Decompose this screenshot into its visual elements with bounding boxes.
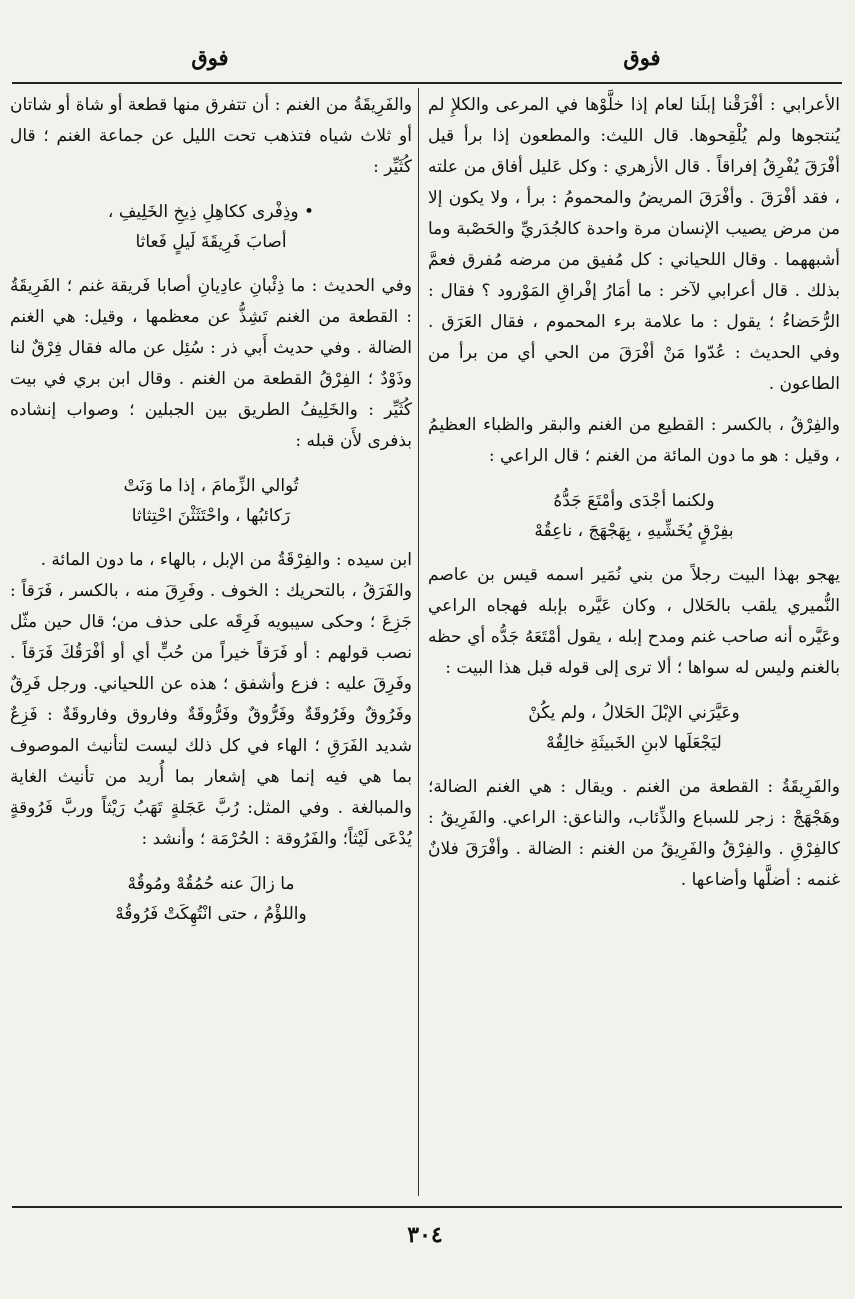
left-verse-3: [10, 869, 412, 929]
right-paragraph-3: يهجو بهذا البيت رجلاً من بني نُمَير اسمه قيس بن عاصم النُّميري يلقب بالحَلال ، وكان عَيَّره بإبله فهجاه الراعي وعَيَّره أنه صاحب غنم ومدح إبله ، يقول أمْتَعَهُ جَدُّه أي حظه بالغنم وليس له سواها ؛ ألا ترى إلى قوله قبل هذا البيت :: [428, 565, 840, 678]
verse-line: ما زالَ عنه حُمُقُهْ ومُوقُهْ: [127, 874, 295, 894]
verse-line: • وذِفْرى ككاهِلِ ذِيخِ الخَلِيفِ ،: [107, 202, 315, 222]
right-paragraph-4: والفَرِيقَةُ : القطعة من الغنم . ويقال : هي الغنم الضالة؛ وهَجْهَجْ : زجر للسباع والذِّئاب، والناعق: الراعي. والفَرِيقُ : كالفِرْقِ . والفِرْقُ والفَرِيقُ من الغنم : الضالة . وأفْرَقَ فلانٌ غنمه : أضلَّها وأضاعها .: [428, 777, 840, 890]
verse-line: بفِرْقٍ يُخَشِّيهِ ، بِهَجْهَجَ ، ناعِقُهْ: [534, 521, 734, 541]
right-paragraph-2: والفِرْقُ ، بالكسر : القطيع من الغنم والبقر والظباء العظيمُ ، وقيل : هو ما دون المائة من الغنم ؛ قال الراعي :: [428, 415, 840, 466]
right-verse-2: [428, 698, 840, 758]
verse-line: أصابَ فَرِيقَةَ لَيلٍ فَعاثا: [135, 232, 287, 252]
left-header-word: فوق: [191, 45, 229, 70]
verse-line: وعَيَّرَني الإبْلَ الحَلالُ ، ولم يكُنْ: [528, 703, 740, 723]
left-paragraph-4: والفَرَقُ ، بالتحريك : الخوف . وفَرِقَ منه ، بالكسر ، فَرَقاً : جَزِعَ ؛ وحكى سيبويه فَرِقَه على حذف من؛ قال حين مثّل نصب قولهم : أو فَرَقاً خيراً من حُبٍّ أي أو أفْرَقُكَ فَرَقاً . وفَرِقَ عليه : فزع وأشفق ؛ هذه عن اللحياني. ورجل فَرِقٌ وفَرُوقٌ وفَرُوقَةٌ وفَرُّوقٌ وفَرُّوقَةٌ وفاروق وفاروقَةٌ : فَزِعٌ شديد الفَرَقِ ؛ الهاء في كل ذلك ليست لتأنيث الموصوف بما هي فيه إنما هي إشعار بما أُريد من تأنيث الغاية والمبالغة . وفي المثل: رُبَّ عَجَلةٍ تَهَبُ رَيْثاً وربَّ فَرُوقةٍ يُدْعَى لَيْثاً؛ والفَرُوقة : الحُرْمَة ؛ وأنشد :: [10, 581, 413, 849]
left-paragraph-1: والفَرِيقَةُ من الغنم : أن تتفرق منها قطعة أو شاة أو شاتان أو ثلاث شياه فتذهب تحت الليل عن جماعة الغنم ؛ قال كُثَيِّر :: [10, 95, 412, 177]
left-paragraph-2: وفي الحديث : ما ذِئْبانِ عادِيانِ أصابا فَريقة غنم ؛ الفَرِيقَةُ : القطعة من الغنم تَشِذُّ عن معظمها ، وقيل: هي الغنم الضالة . وفي حديث أَبي ذر : سُئِل عن ماله فقال فِرْقٌ لنا وذَوْدٌ ؛ الفِرْقُ القطعة من الغنم . وقال ابن بري في بيت كُثَيِّر : والخَلِيفُ الطريق بين الجبلين ؛ وصواب إنشاده بذفرى لأَن قبله :: [10, 276, 412, 451]
verse-line: تُوالي الزِّمامَ ، إذا ما وَنَتْ: [123, 476, 299, 496]
page-number: ٣٠٤: [407, 1222, 443, 1248]
column-divider: [418, 88, 419, 1196]
verse-line: رَكائبُها ، واحْتَثَثْنَ احْتِثاثا: [131, 506, 291, 526]
left-verse-1: [10, 197, 412, 257]
right-verse-1: [428, 486, 840, 546]
right-header-word: فوق: [623, 45, 661, 70]
header-rule: [12, 82, 842, 84]
verse-line: ولكنما أجْدَى وأمْتَعَ جَدُّهُ: [553, 491, 715, 511]
right-column: [428, 90, 840, 896]
footer-rule: [12, 1206, 842, 1208]
right-paragraph-1: الأعرابي : أفْرَقْنا إبلَنا لعام إذا خلَّوْها في المرعى والكلإِ لم يُنتجوها ولم يُلْقِحوها. قال الليث: والمطعون إذا برأ قيل أفْرَقَ يُفْرِقُ إفراقاً . قال الأزهري : وكل عَليل أفاق من علته ، فقد أفْرَقَ . وأفْرَقَ المريضُ والمحمومُ : برأ ، ولا يكون إلا من مرض يصيب الإنسان مرة واحدة كالجُدَريِّ والحَصْبة وما أشبههما . وقال اللحياني : كل مُفيق من مرضه مُفرق فعمَّ بذلك . قال أعرابي لآخر : ما أمَارُ إفْراقِ المَوْرود ؟ فقال : الرُّحَضاءُ ؛ يقول : ما علامة برء المحموم ، فقال العَرَق . وفي الحديث : عُدّوا مَنْ أفْرَقَ من الحي أي من برأ من الطاعون .: [428, 95, 840, 394]
verse-line: واللؤْمُ ، حتى انْتُهِكَتْ فَرُوقُهْ: [115, 904, 307, 924]
left-paragraph-3: ابن سيده : والفِرْقَةُ من الإبل ، بالهاء ، ما دون المائة .: [40, 550, 412, 570]
left-column: [10, 90, 412, 943]
verse-line: ليَجْعَلَها لابنِ الخَبيثَةِ خالِقُهْ: [546, 733, 722, 753]
left-verse-2: [10, 471, 412, 531]
